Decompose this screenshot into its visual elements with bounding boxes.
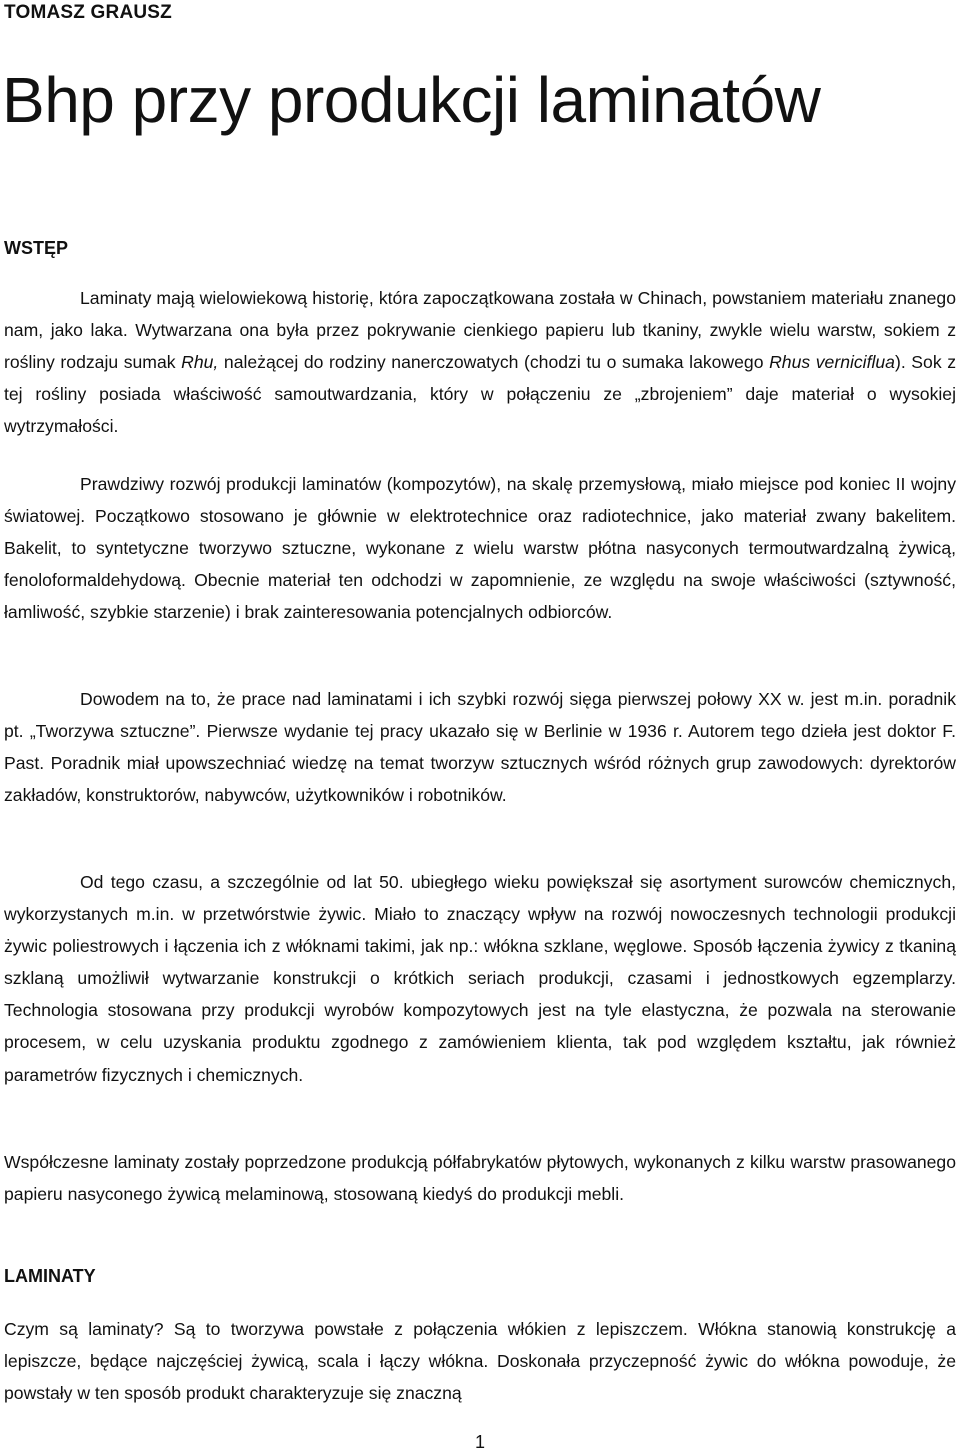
paragraph [4, 1313, 956, 1409]
paragraph [4, 282, 956, 442]
document-title: Bhp przy produkcji laminatów [2, 64, 821, 136]
text-run: Czym są laminaty? Są to tworzywa powstałe z połączenia włókien z lepiszczem. Włókna stanowią konstrukcję a lepiszcze, będące najczęściej żywicą, scala i łączy włókna. Doskonała przyczepność żywic do włókna powoduje, że powstały w ten sposób produkt charakteryzuje się znaczną [4, 1319, 956, 1404]
text-run: Dowodem na to, że prace nad laminatami i ich szybki rozwój sięga pierwszej połowy XX w. jest m.in. poradnik pt. „Tworzywa sztuczne”. Pierwsze wydanie tej pracy ukazało się w Berlinie w 1936 r. Autorem tego dzieła jest doktor F. Past. Poradnik miał upowszechniać wiedzę na temat tworzyw sztucznych wśród różnych grup zawodowych: dyrektorów zakładów, konstruktorów, nabywców, użytkowników i robotników. [4, 689, 956, 806]
text-run: ). Sok z tej rośliny posiada właściwość samoutwardzania, który w połączeniu ze „zbrojeniem” daje materiał o wysokiej wytrzymałości. [4, 352, 957, 437]
paragraph [4, 1146, 956, 1210]
italic-text: Rhus verniciflua [769, 352, 895, 373]
text-run: Współczesne laminaty zostały poprzedzone produkcją półfabrykatów płytowych, wykonanych z kilku warstw prasowanego papieru nasyconego żywicą melaminową, stosowaną kiedyś do produkcji mebli. [4, 1152, 956, 1205]
section-heading-laminaty: LAMINATY [4, 1266, 96, 1286]
text-run: należącej do rodziny nanerczowatych (chodzi tu o sumaka lakowego [218, 352, 770, 373]
italic-text: Rhu, [181, 352, 219, 373]
section-heading-wstep: WSTĘP [4, 238, 69, 258]
page-number: 1 [474, 1432, 485, 1452]
text-run: Laminaty mają wielowiekową historię, która zapoczątkowana została w Chinach, powstaniem materiału znanego nam, jako laka. Wytwarzana ona była przez pokrywanie cienkiego papieru lub tkaniny, zwykle wielu warstw, sokiem z rośliny rodzaju sumak [4, 288, 956, 373]
paragraph [4, 468, 956, 628]
author-name: TOMASZ GRAUSZ [4, 2, 172, 23]
paragraph [4, 683, 956, 811]
text-run: Prawdziwy rozwój produkcji laminatów (kompozytów), na skalę przemysłową, miało miejsce pod koniec II wojny światowej. Początkowo stosowano je głównie w elektrotechnice oraz radiotechnice, jako materiał zwany bakelitem. Bakelit, to syntetyczne tworzywo sztuczne, wykonane z wielu warstw płótna nasyconych termoutwardzalną żywicą, fenoloformaldehydową. Obecnie materiał ten odchodzi w zapomnienie, ze względu na swoje właściwości (sztywność, łamliwość, szybkie starzenie) i brak zainteresowania potencjalnych odbiorców. [4, 474, 956, 623]
paragraph [4, 866, 956, 1091]
text-run: Od tego czasu, a szczególnie od lat 50. ubiegłego wieku powiększał się asortyment surowców chemicznych, wykorzystanych m.in. w przetwórstwie żywic. Miało to znaczący wpływ na rozwój nowoczesnych technologii produkcji żywic poliestrowych i łączenia ich z włóknami takimi, jak np.: włókna szklane, węglowe. Sposób łączenia żywicy z tkaniną szklaną umożliwił wytwarzanie konstrukcji o krótkich seriach produkcji, czasami i jednostkowych egzemplarzy. Technologia stosowana przy produkcji wyrobów kompozytowych jest na tyle elastyczna, że pozwala na sterowanie procesem, w celu uzyskania produktu zgodnego z zamówieniem klienta, tak pod względem kształtu, jak również parametrów fizycznych i chemicznych. [4, 872, 956, 1085]
